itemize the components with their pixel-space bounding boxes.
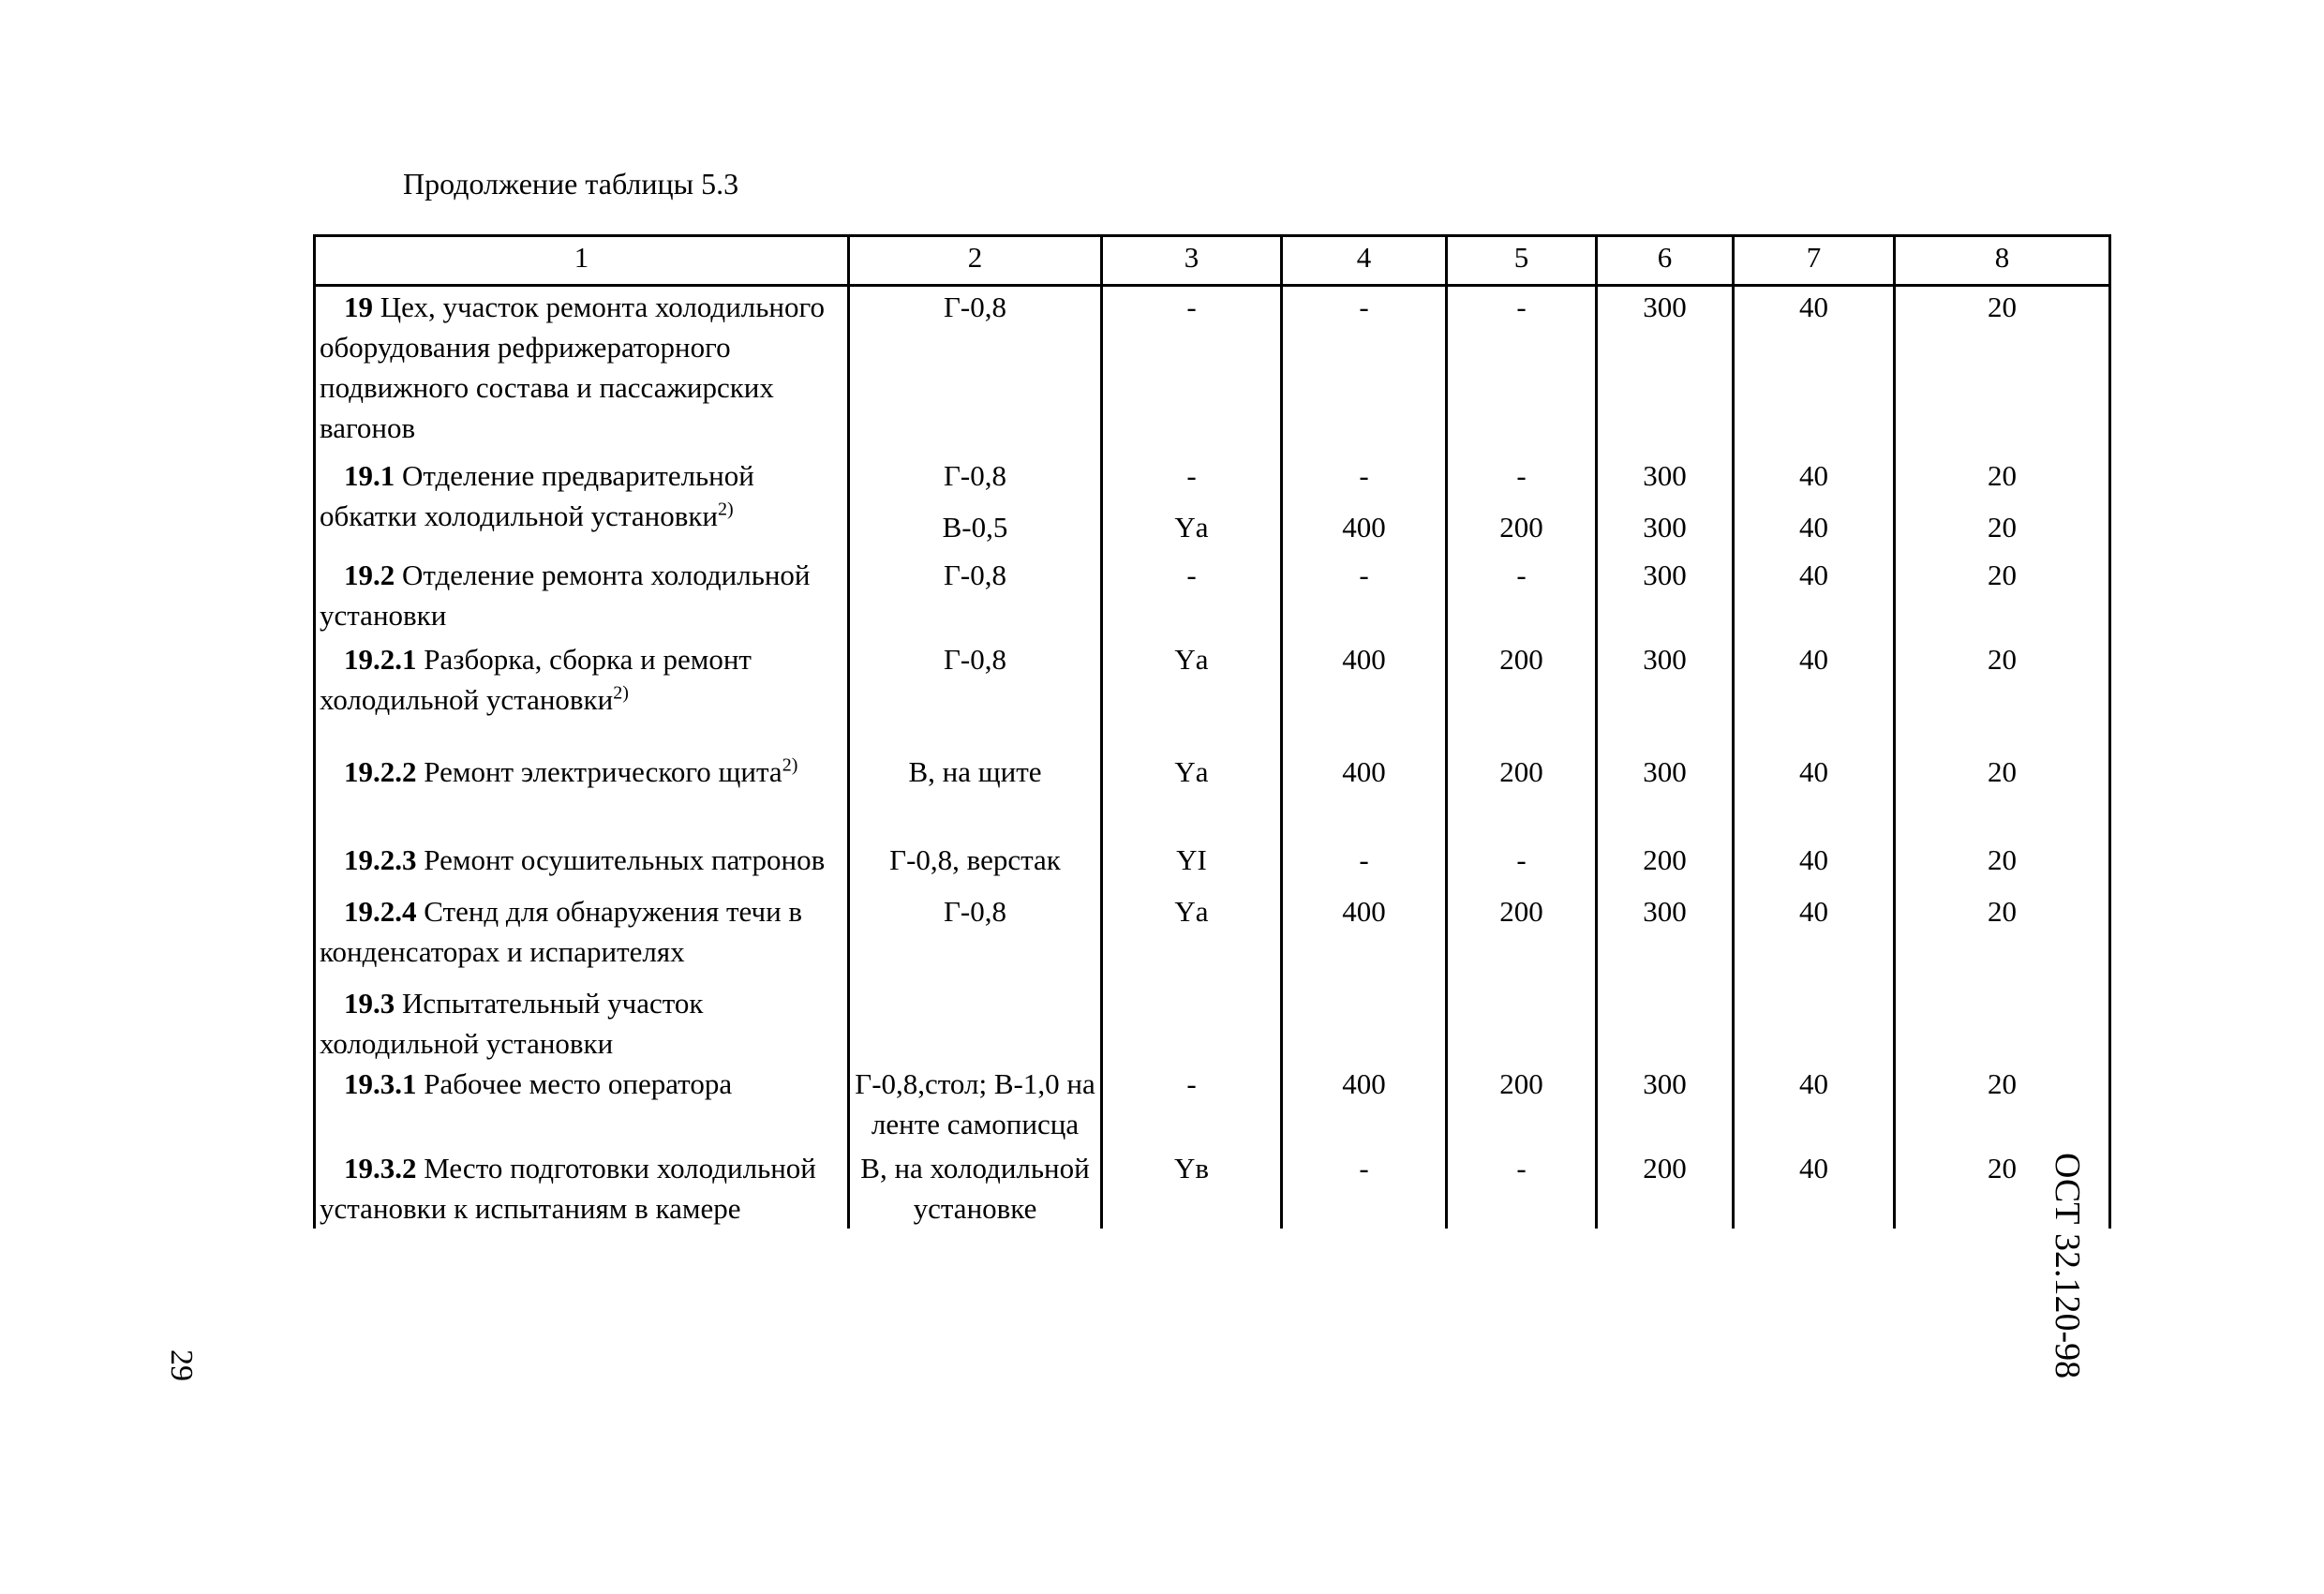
table-cell: 40 <box>1734 1064 1895 1144</box>
table-row <box>315 880 2110 972</box>
table-row <box>315 547 2110 635</box>
table-cell: - <box>1282 1144 1447 1229</box>
table-cell: 400 <box>1282 635 1447 752</box>
column-header: 6 <box>1597 236 1734 286</box>
table-cell: 400 <box>1282 752 1447 840</box>
column-header: 5 <box>1447 236 1597 286</box>
table-cell: 300 <box>1597 880 1734 972</box>
table-cell: 300 <box>1597 635 1734 752</box>
table-row <box>315 1064 2110 1144</box>
row-name: 19.1 Отделение предварительной обкатки холодильной установки$^{2)}$ <box>315 455 849 547</box>
table-row <box>315 455 2110 496</box>
table-cell: 20 <box>1895 455 2110 496</box>
table-cell: 40 <box>1734 1144 1895 1229</box>
column-header: 4 <box>1282 236 1447 286</box>
table-cell: 40 <box>1734 635 1895 752</box>
table-cell: Yа <box>1102 496 1282 547</box>
table-cell: Yа <box>1102 752 1282 840</box>
table-cell: 40 <box>1734 752 1895 840</box>
table-row <box>315 635 2110 752</box>
table-row <box>315 752 2110 840</box>
table-cell: 40 <box>1734 880 1895 972</box>
row-name: 19.2.1 Разборка, сборка и ремонт холодильной установки$^{2)}$ <box>315 635 849 752</box>
table-cell: В, на щите <box>849 752 1102 840</box>
table-cell: - <box>1102 286 1282 449</box>
table-cell: 300 <box>1597 1064 1734 1144</box>
column-header: 7 <box>1734 236 1895 286</box>
table-cell: Yа <box>1102 880 1282 972</box>
table-cell: - <box>1102 455 1282 496</box>
table-cell: 20 <box>1895 635 2110 752</box>
row-name: 19 Цех, участок ремонта холодильного оборудования рефрижераторного подвижного состава и пассажирских вагонов <box>315 286 849 449</box>
table-cell: - <box>1447 547 1597 635</box>
table-cell: 400 <box>1282 1064 1447 1144</box>
table-cell: 300 <box>1597 547 1734 635</box>
table-cell: 20 <box>1895 547 2110 635</box>
table-cell <box>1282 972 1447 1064</box>
header-row <box>315 236 2110 286</box>
row-name: 19.2.3 Ремонт осушительных патронов <box>315 840 849 880</box>
table-cell: Г-0,8 <box>849 455 1102 496</box>
table-cell: - <box>1282 840 1447 880</box>
table-cell: 400 <box>1282 880 1447 972</box>
row-name: 19.2.2 Ремонт электрического щита$^{2)}$ <box>315 752 849 840</box>
table-cell <box>1597 972 1734 1064</box>
table-cell: 300 <box>1597 455 1734 496</box>
table-cell: - <box>1447 1144 1597 1229</box>
page-number: 29 <box>164 1349 199 1381</box>
table-cell: Yв <box>1102 1144 1282 1229</box>
table-cell: - <box>1102 547 1282 635</box>
table-cell: 200 <box>1447 635 1597 752</box>
row-name: 19.2 Отделение ремонта холодильной установки <box>315 547 849 635</box>
table-cell: - <box>1447 840 1597 880</box>
table-cell: 20 <box>1895 496 2110 547</box>
table-cell: - <box>1102 1064 1282 1144</box>
table-cell: 20 <box>1895 880 2110 972</box>
table-cell <box>1734 972 1895 1064</box>
table-cell: 40 <box>1734 455 1895 496</box>
table-cell: Г-0,8 <box>849 286 1102 449</box>
table-cell: 200 <box>1447 880 1597 972</box>
table-cell: Г-0,8 <box>849 880 1102 972</box>
row-name: 19.2.4 Стенд для обнаружения течи в конденсаторах и испарителях <box>315 880 849 972</box>
table-cell: Yа <box>1102 635 1282 752</box>
table-cell <box>1447 972 1597 1064</box>
table-cell: 20 <box>1895 1144 2110 1229</box>
table-cell: Г-0,8,стол; В-1,0 на ленте самописца <box>849 1064 1102 1144</box>
table-cell: 300 <box>1597 752 1734 840</box>
table-cell: 40 <box>1734 496 1895 547</box>
table-row <box>315 972 2110 1064</box>
table-cell: 20 <box>1895 286 2110 449</box>
table-cell: 40 <box>1734 547 1895 635</box>
table-cell: 200 <box>1597 1144 1734 1229</box>
table-cell: В-0,5 <box>849 496 1102 547</box>
row-name: 19.3.2 Место подготовки холодильной установки к испытаниям в камере <box>315 1144 849 1229</box>
table-cell: 200 <box>1447 752 1597 840</box>
table-cell: Г-0,8 <box>849 635 1102 752</box>
column-header: 1 <box>315 236 849 286</box>
table-cell <box>1895 972 2110 1064</box>
table-cell: 300 <box>1597 286 1734 449</box>
table-cell <box>849 972 1102 1064</box>
column-header: 3 <box>1102 236 1282 286</box>
table-cell: 40 <box>1734 286 1895 449</box>
data-table <box>313 234 2111 1229</box>
table-cell <box>1102 972 1282 1064</box>
table-cell: 200 <box>1447 496 1597 547</box>
column-header: 2 <box>849 236 1102 286</box>
table-cell: Г-0,8 <box>849 547 1102 635</box>
table-cell: 20 <box>1895 840 2110 880</box>
column-header: 8 <box>1895 236 2110 286</box>
table-cell: 20 <box>1895 1064 2110 1144</box>
table-cell: - <box>1447 286 1597 449</box>
row-name: 19.3 Испытательный участок холодильной установки <box>315 972 849 1064</box>
table-cell: 300 <box>1597 496 1734 547</box>
table-cell: - <box>1447 455 1597 496</box>
table-cell: 40 <box>1734 840 1895 880</box>
table-cell: 400 <box>1282 496 1447 547</box>
table-cell: 200 <box>1597 840 1734 880</box>
document-code: ОСТ 32.120-98 <box>2048 1153 2087 1379</box>
table-cell: Г-0,8, верстак <box>849 840 1102 880</box>
table-cell: - <box>1282 455 1447 496</box>
table-cell: - <box>1282 286 1447 449</box>
table-cell: - <box>1282 547 1447 635</box>
table-caption: Продолжение таблицы 5.3 <box>403 167 739 201</box>
table-cell: 20 <box>1895 752 2110 840</box>
table-cell: 200 <box>1447 1064 1597 1144</box>
table-row <box>315 1144 2110 1229</box>
table-row <box>315 840 2110 880</box>
table-cell: В, на холодильной установке <box>849 1144 1102 1229</box>
row-name: 19.3.1 Рабочее место оператора <box>315 1064 849 1144</box>
table-cell: YI <box>1102 840 1282 880</box>
table-row <box>315 286 2110 449</box>
